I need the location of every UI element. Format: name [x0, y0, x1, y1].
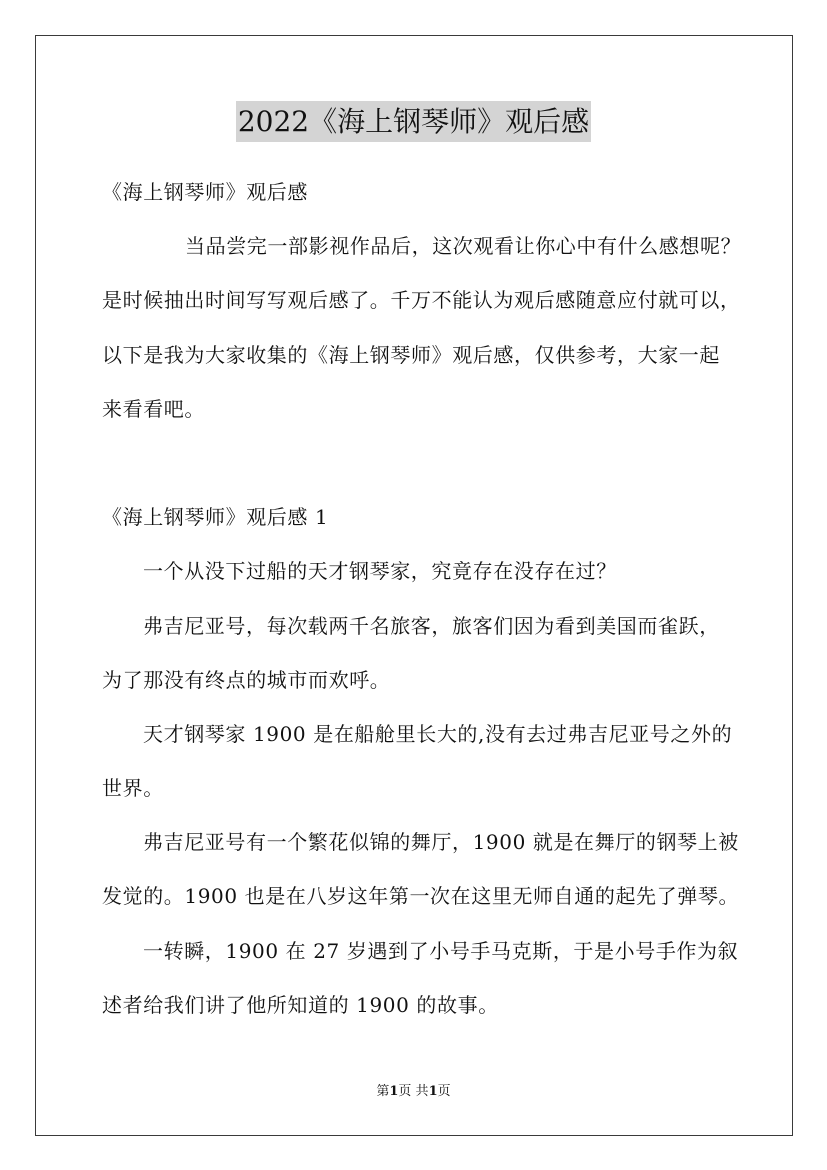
footer-suffix: 页 — [437, 1084, 451, 1099]
footer-prefix: 第 — [376, 1084, 390, 1099]
body-line: 一转瞬，1900 在 27 岁遇到了小号手马克斯，于是小号手作为叙 — [143, 938, 739, 963]
section-heading: 《海上钢琴师》观后感 1 — [102, 505, 329, 530]
body-line: 天才钢琴家 1900 是在船舱里长大的,没有去过弗吉尼亚号之外的 — [143, 721, 733, 746]
body-line: 弗吉尼亚号有一个繁花似锦的舞厅，1900 就是在舞厅的钢琴上被 — [143, 830, 739, 855]
intro-line: 是时候抽出时间写写观后感了。千万不能认为观后感随意应付就可以， — [102, 288, 741, 313]
title-container — [0, 101, 827, 142]
intro-line: 当品尝完一部影视作品后，这次观看让你心中有什么感想呢？ — [185, 234, 742, 259]
page-footer — [0, 1083, 827, 1101]
document-body — [102, 165, 782, 1032]
document-title: 2022《海上钢琴师》观后感 — [236, 101, 591, 142]
intro-line: 以下是我为大家收集的《海上钢琴师》观后感，仅供参考，大家一起 — [102, 342, 720, 367]
body-line: 为了那没有终点的城市而欢呼。 — [102, 667, 391, 692]
document-heading: 《海上钢琴师》观后感 — [102, 180, 308, 204]
current-page-number: 1 — [389, 1084, 399, 1099]
body-line: 发觉的。1900 也是在八岁这年第一次在这里无师自通的起先了弹琴。 — [102, 884, 740, 909]
total-pages-number: 1 — [428, 1084, 438, 1099]
body-line: 一个从没下过船的天才钢琴家，究竟存在没存在过？ — [143, 559, 617, 584]
body-line: 弗吉尼亚号，每次载两千名旅客，旅客们因为看到美国而雀跃， — [143, 613, 720, 638]
paragraph-spacer — [102, 436, 782, 490]
body-line: 世界。 — [102, 776, 164, 801]
body-line: 述者给我们讲了他所知道的 1900 的故事。 — [102, 992, 499, 1017]
footer-middle: 页 共 — [398, 1084, 429, 1099]
intro-line: 来看看吧。 — [102, 396, 205, 421]
